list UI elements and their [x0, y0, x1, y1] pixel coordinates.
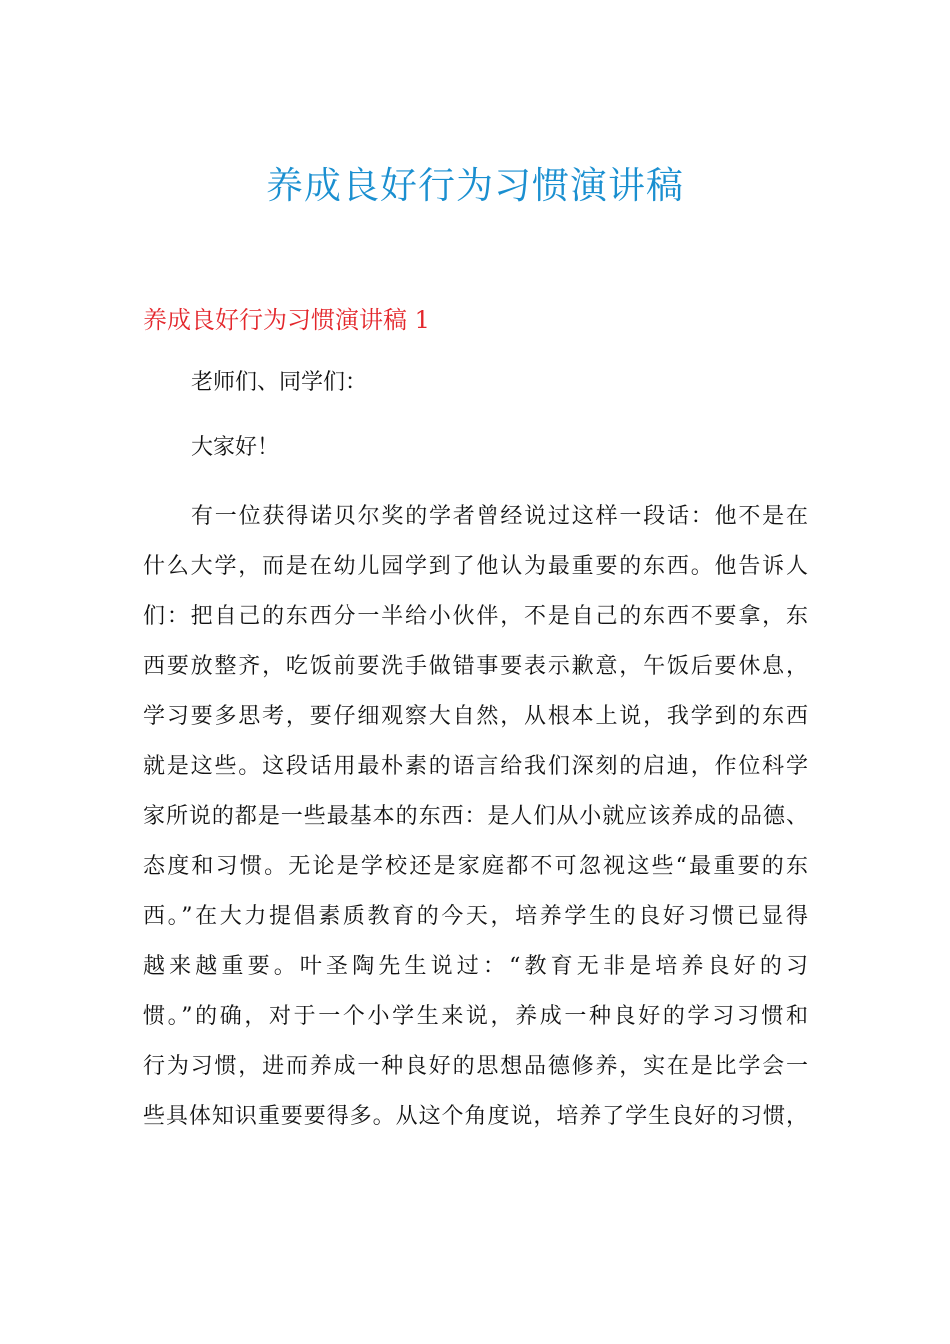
- paragraph-line: 西。”在大力提倡素质教育的今天，培养学生的良好习惯已显得: [143, 904, 808, 929]
- paragraph-line: 越来越重要。叶圣陶先生说过：“教育无非是培养良好的习: [143, 954, 808, 979]
- paragraph-line: 学习要多思考，要仔细观察大自然，从根本上说，我学到的东西: [143, 704, 808, 729]
- paragraph-line: 什么大学，而是在幼儿园学到了他认为最重要的东西。他告诉人: [143, 554, 808, 579]
- paragraph-line: 家所说的都是一些最基本的东西：是人们从小就应该养成的品德、: [143, 804, 808, 829]
- paragraph-line: 西要放整齐，吃饭前要洗手做错事要表示歉意，午饭后要休息，: [143, 654, 808, 679]
- paragraph-line: 有一位获得诺贝尔奖的学者曾经说过这样一段话：他不是在: [191, 504, 808, 529]
- paragraph-line: 就是这些。这段话用最朴素的语言给我们深刻的启迪，作位科学: [143, 754, 808, 779]
- paragraph-line: 态度和习惯。无论是学校还是家庭都不可忽视这些“最重要的东: [143, 854, 808, 879]
- salutation-text: 老师们、同学们：: [191, 370, 368, 395]
- paragraph-line: 们：把自己的东西分一半给小伙伴，不是自己的东西不要拿，东: [143, 604, 808, 629]
- document-title: 养成良好行为习惯演讲稿: [266, 164, 684, 207]
- section-heading: 养成良好行为习惯演讲稿 1: [143, 306, 430, 334]
- paragraph-line: 行为习惯，进而养成一种良好的思想品德修养，实在是比学会一: [143, 1054, 808, 1079]
- paragraph-line: 些具体知识重要要得多。从这个角度说，培养了学生良好的习惯，: [143, 1104, 808, 1129]
- greeting-text: 大家好！: [191, 435, 280, 460]
- paragraph-line: 惯。”的确，对于一个小学生来说，养成一种良好的学习习惯和: [143, 1004, 808, 1029]
